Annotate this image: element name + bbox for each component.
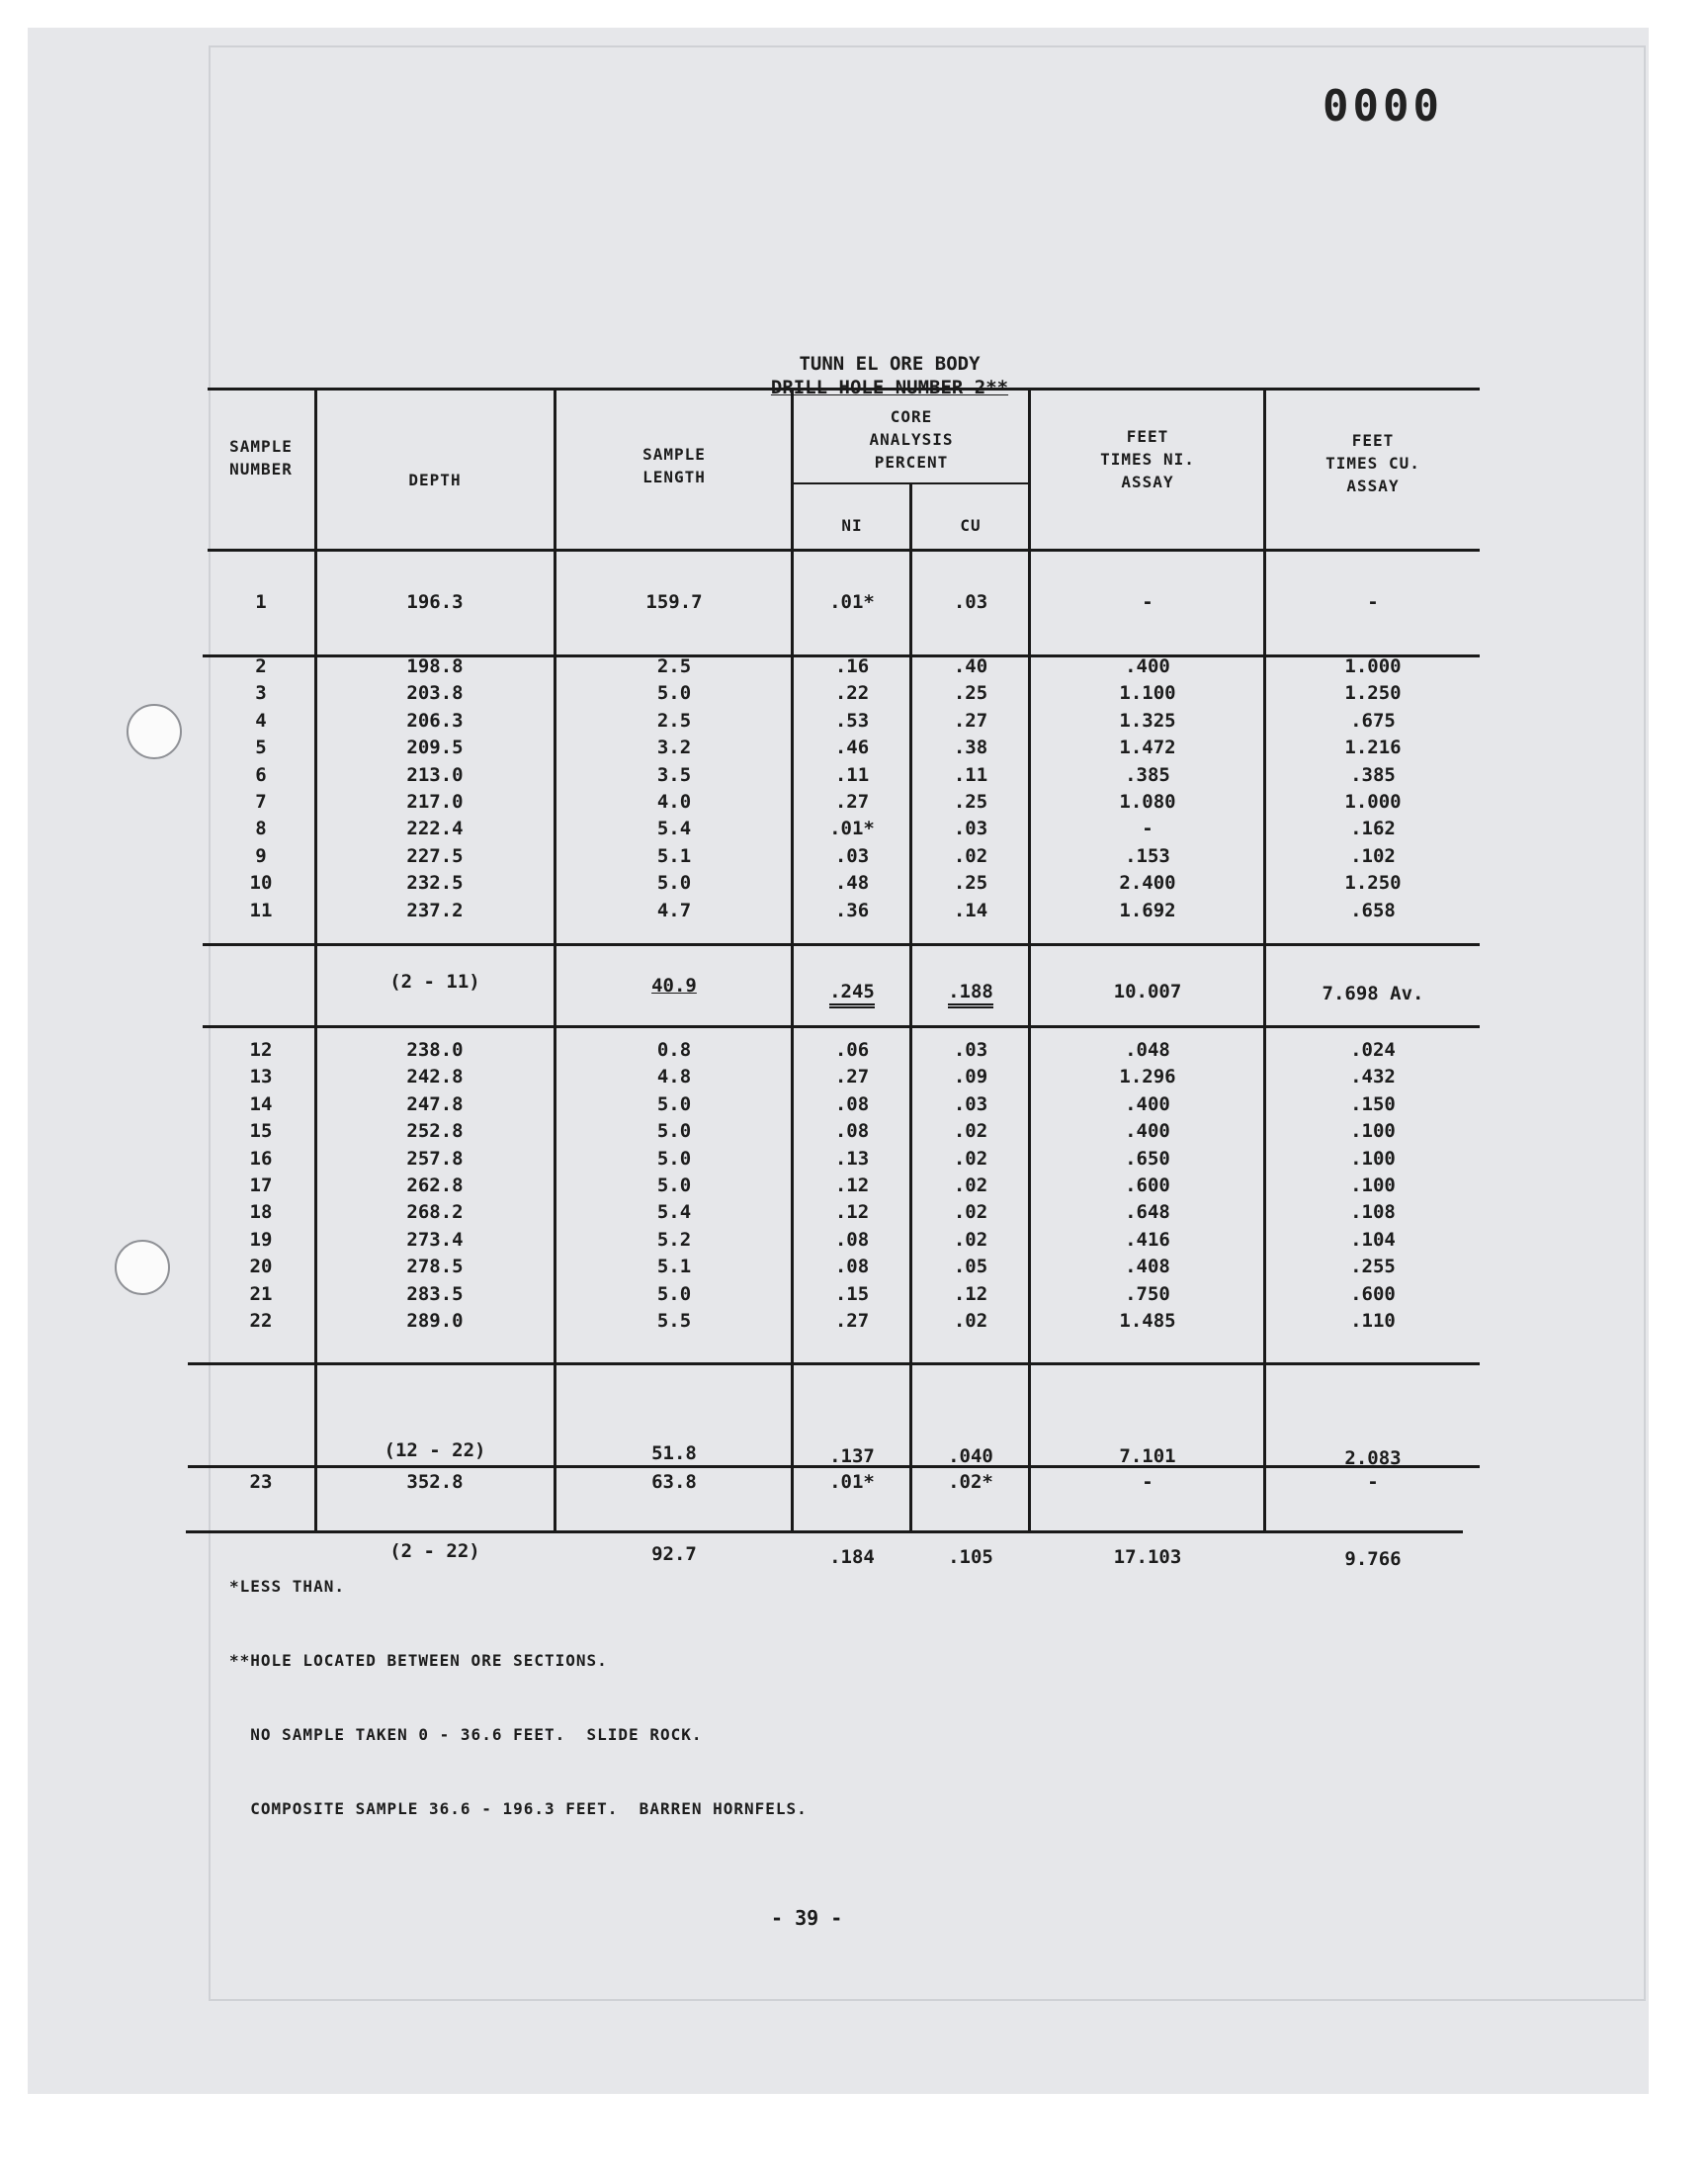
header-cu: CU (960, 516, 982, 535)
table-cell: 5.0 (656, 1282, 692, 1305)
table-cell: .408 (1125, 1256, 1170, 1278)
table-cell: .11 (834, 763, 870, 786)
table-cell: 203.8 (406, 682, 464, 705)
table-cell: 159.7 (645, 591, 703, 613)
table-cell: - (1142, 818, 1153, 840)
table-cell: 213.0 (406, 763, 464, 786)
table-cell: .08 (834, 1120, 870, 1143)
table-cell: 1.325 (1119, 709, 1176, 732)
rule-after-22 (188, 1362, 1480, 1365)
table-cell: .432 (1350, 1066, 1396, 1088)
table-cell: 23 (249, 1471, 273, 1493)
column-feet-times-cu (1267, 1037, 1479, 1335)
column-cu-percent (913, 1037, 1028, 1335)
column-depth (318, 589, 552, 616)
table-cell: .08 (834, 1228, 870, 1251)
table-cell: .27 (834, 791, 870, 814)
table-cell: .100 (1350, 1120, 1396, 1143)
table-cell: 4 (255, 709, 267, 732)
col-divider-3 (791, 388, 794, 1532)
subtotal-range: (2 - 11) (389, 971, 480, 993)
table-cell: .15 (834, 1282, 870, 1305)
table-cell: .12 (834, 1174, 870, 1197)
table-cell: 237.2 (406, 899, 464, 921)
column-ni-percent (795, 653, 909, 924)
table-cell: 289.0 (406, 1310, 464, 1333)
column-depth (318, 653, 552, 924)
table-cell: .36 (834, 899, 870, 921)
rule-header-bottom (208, 549, 1480, 552)
footnote-no-sample: NO SAMPLE TAKEN 0 - 36.6 FEET. SLIDE ROCK. (229, 1725, 703, 1744)
table-cell: 247.8 (406, 1092, 464, 1115)
total-feet-cu: 2.083 9.766 (1344, 1447, 1402, 1570)
table-cell: 22 (249, 1310, 273, 1333)
total-cu: .040 .105 (948, 1445, 993, 1568)
table-cell: .03 (953, 1092, 988, 1115)
table-cell: .600 (1125, 1174, 1170, 1197)
table-cell: .048 (1125, 1039, 1170, 1061)
header-sample-length: SAMPLE LENGTH (642, 445, 706, 486)
column-sample-number (210, 1037, 312, 1335)
punch-hole-bottom (115, 1240, 170, 1295)
footnote-less-than: *LESS THAN. (229, 1577, 345, 1596)
table-cell: 268.2 (406, 1201, 464, 1224)
total-ranges: (12 - 22) (2 - 22) (384, 1439, 486, 1562)
table-cell: .01* (829, 591, 875, 613)
table-cell: .11 (953, 763, 988, 786)
table-cell: .02* (948, 1471, 993, 1493)
table-cell: 5.2 (656, 1228, 692, 1251)
table-cell: .25 (953, 872, 988, 895)
column-sample-number (210, 653, 312, 924)
column-cu-percent (913, 589, 1028, 616)
table-cell: 16 (249, 1147, 273, 1170)
table-cell: 2.5 (656, 655, 692, 677)
table-cell: 5.0 (656, 1174, 692, 1197)
table-cell: 262.8 (406, 1174, 464, 1197)
table-cell: 5.0 (656, 682, 692, 705)
table-cell: .03 (953, 818, 988, 840)
table-cell: 17 (249, 1174, 273, 1197)
header-sample-number: SAMPLE NUMBER (229, 437, 293, 478)
table-cell: 9 (255, 844, 267, 867)
table-cell: 8 (255, 818, 267, 840)
table-cell: 21 (249, 1282, 273, 1305)
table-title (731, 352, 1048, 399)
table-cell: 0.8 (656, 1039, 692, 1061)
table-cell: 1.000 (1344, 791, 1402, 814)
title-line-1: TUNN EL ORE BODY (799, 353, 981, 375)
table-cell: 238.0 (406, 1039, 464, 1061)
table-cell: 196.3 (406, 591, 464, 613)
table-cell: .05 (953, 1256, 988, 1278)
table-cell: 222.4 (406, 818, 464, 840)
table-cell: 1.080 (1119, 791, 1176, 814)
table-cell: .02 (953, 844, 988, 867)
table-cell: 5.0 (656, 872, 692, 895)
column-feet-times-ni (1032, 653, 1263, 924)
subtotal-length: 40.9 (651, 975, 697, 997)
table-cell: .08 (834, 1092, 870, 1115)
table-cell: - (1142, 591, 1153, 613)
table-cell: 209.5 (406, 737, 464, 759)
table-cell: .13 (834, 1147, 870, 1170)
footnote-composite: COMPOSITE SAMPLE 36.6 - 196.3 FEET. BARREN HORNFELS. (229, 1799, 808, 1818)
column-cu-percent (913, 653, 1028, 924)
table-cell: .03 (953, 591, 988, 613)
table-cell: 12 (249, 1039, 273, 1061)
table-cell: 4.8 (656, 1066, 692, 1088)
table-cell: 13 (249, 1066, 273, 1088)
table-cell: 1.216 (1344, 737, 1402, 759)
table-cell: 257.8 (406, 1147, 464, 1170)
subtotal-ni: .245 (795, 979, 909, 1005)
table-cell: 20 (249, 1256, 273, 1278)
table-cell: .110 (1350, 1310, 1396, 1333)
table-cell: .38 (953, 737, 988, 759)
column-sample-length (557, 589, 791, 616)
column-ni-percent (795, 1037, 909, 1335)
table-cell: 1.472 (1119, 737, 1176, 759)
table-cell: 7 (255, 791, 267, 814)
table-cell: 14 (249, 1092, 273, 1115)
header-feet-times-cu: FEET TIMES CU. ASSAY (1325, 431, 1420, 495)
table-cell: 217.0 (406, 791, 464, 814)
table-cell: .25 (953, 682, 988, 705)
table-cell: .12 (953, 1282, 988, 1305)
footnotes (229, 1524, 808, 1846)
table-cell: 6 (255, 763, 267, 786)
table-cell: .02 (953, 1228, 988, 1251)
col-divider-2 (554, 388, 556, 1532)
footnote-hole-located: **HOLE LOCATED BETWEEN ORE SECTIONS. (229, 1651, 608, 1670)
table-cell: .675 (1350, 709, 1396, 732)
subtotal-feet-ni: 10.007 (1113, 981, 1182, 1002)
table-cell: 2 (255, 655, 267, 677)
table-cell: 1.296 (1119, 1066, 1176, 1088)
table-cell: 5.0 (656, 1147, 692, 1170)
table-cell: .255 (1350, 1256, 1396, 1278)
table-cell: .01* (829, 818, 875, 840)
col-divider-6 (1263, 388, 1266, 1532)
table-cell: 10 (249, 872, 273, 895)
table-cell: .162 (1350, 818, 1396, 840)
table-cell: 283.5 (406, 1282, 464, 1305)
table-cell: 206.3 (406, 709, 464, 732)
table-cell: .27 (834, 1310, 870, 1333)
table-cell: .100 (1350, 1174, 1396, 1197)
table-cell: 5.1 (656, 1256, 692, 1278)
table-cell: 252.8 (406, 1120, 464, 1143)
table-cell: 242.8 (406, 1066, 464, 1088)
header-feet-times-ni: FEET TIMES NI. ASSAY (1100, 427, 1195, 491)
page-number: - 39 - (771, 1906, 843, 1930)
rule-after-11 (203, 943, 1480, 946)
table-cell: .385 (1350, 763, 1396, 786)
table-cell: .400 (1125, 655, 1170, 677)
table-cell: 352.8 (406, 1471, 464, 1493)
table-cell: 15 (249, 1120, 273, 1143)
header-depth: DEPTH (408, 471, 462, 489)
table-cell: .08 (834, 1256, 870, 1278)
table-cell: .14 (953, 899, 988, 921)
table-cell: 5.5 (656, 1310, 692, 1333)
total-feet-ni: 7.101 17.103 (1113, 1445, 1182, 1568)
table-cell: .27 (834, 1066, 870, 1088)
table-cell: .02 (953, 1174, 988, 1197)
column-ni-percent (795, 589, 909, 616)
table-cell: 63.8 (651, 1471, 697, 1493)
punch-hole-top (127, 704, 182, 759)
table-cell: 278.5 (406, 1256, 464, 1278)
column-sample-length (557, 653, 791, 924)
table-cell: .03 (953, 1039, 988, 1061)
table-cell: - (1367, 591, 1379, 613)
table-cell: 1.485 (1119, 1310, 1176, 1333)
table-cell: 198.8 (406, 655, 464, 677)
table-cell: .108 (1350, 1201, 1396, 1224)
table-cell: 5.1 (656, 844, 692, 867)
table-cell: .02 (953, 1147, 988, 1170)
header-ni: NI (841, 516, 863, 535)
table-cell: .46 (834, 737, 870, 759)
table-cell: 11 (249, 899, 273, 921)
table-cell: 227.5 (406, 844, 464, 867)
table-cell: 5.0 (656, 1092, 692, 1115)
column-sample-number (210, 1469, 312, 1496)
table-cell: 4.0 (656, 791, 692, 814)
column-feet-times-cu (1267, 589, 1479, 616)
header-core-analysis: CORE ANALYSIS PERCENT (869, 407, 954, 472)
table-cell: .16 (834, 655, 870, 677)
table-cell: .400 (1125, 1092, 1170, 1115)
table-cell: .150 (1350, 1092, 1396, 1115)
table-cell: 1.250 (1344, 872, 1402, 895)
table-cell: 5.4 (656, 818, 692, 840)
table-cell: .400 (1125, 1120, 1170, 1143)
table-cell: 232.5 (406, 872, 464, 895)
table-cell: .100 (1350, 1147, 1396, 1170)
total-lengths: 51.8 92.7 (651, 1442, 697, 1565)
column-feet-times-cu (1267, 653, 1479, 924)
table-cell: .648 (1125, 1201, 1170, 1224)
table-cell: 1 (255, 591, 267, 613)
table-cell: .600 (1350, 1282, 1396, 1305)
table-cell: .104 (1350, 1228, 1396, 1251)
table-cell: 2.400 (1119, 872, 1176, 895)
table-cell: .03 (834, 844, 870, 867)
table-cell: .658 (1350, 899, 1396, 921)
col-divider-5 (1028, 388, 1031, 1532)
table-cell: 2.5 (656, 709, 692, 732)
table-cell: .12 (834, 1201, 870, 1224)
col-divider-1 (314, 388, 317, 1532)
table-cell: .48 (834, 872, 870, 895)
rule-top (208, 388, 1480, 391)
table-cell: 5 (255, 737, 267, 759)
table-cell: - (1142, 1471, 1153, 1493)
table-cell: .01* (829, 1471, 875, 1493)
table-cell: .25 (953, 791, 988, 814)
column-sample-length (557, 1037, 791, 1335)
table-cell: .22 (834, 682, 870, 705)
table-cell: .416 (1125, 1228, 1170, 1251)
table-cell: 1.692 (1119, 899, 1176, 921)
table-cell: 1.250 (1344, 682, 1402, 705)
table-cell: .02 (953, 1120, 988, 1143)
table-cell: 1.000 (1344, 655, 1402, 677)
table-cell: 1.100 (1119, 682, 1176, 705)
table-cell: .102 (1350, 844, 1396, 867)
column-depth (318, 1037, 552, 1335)
table-cell: 273.4 (406, 1228, 464, 1251)
table-cell: 4.7 (656, 899, 692, 921)
table-cell: .02 (953, 1201, 988, 1224)
subtotal-cu: .188 (913, 979, 1028, 1005)
rule-after-subtotal (203, 1025, 1480, 1028)
table-cell: .53 (834, 709, 870, 732)
table-cell: 18 (249, 1201, 273, 1224)
document-number: 0000 (1323, 81, 1443, 131)
column-feet-times-ni (1032, 589, 1263, 616)
table-cell: .385 (1125, 763, 1170, 786)
column-sample-number (210, 589, 312, 616)
table-cell: .40 (953, 655, 988, 677)
table-cell: .02 (953, 1310, 988, 1333)
table-cell: .750 (1125, 1282, 1170, 1305)
table-cell: 3.2 (656, 737, 692, 759)
table-cell: .09 (953, 1066, 988, 1088)
table-cell: .153 (1125, 844, 1170, 867)
table-cell: .650 (1125, 1147, 1170, 1170)
table-cell: - (1367, 1471, 1379, 1493)
col-divider-4 (909, 482, 912, 1532)
table-cell: .024 (1350, 1039, 1396, 1061)
table-cell: 3.5 (656, 763, 692, 786)
table-cell: 5.4 (656, 1201, 692, 1224)
table-cell: .27 (953, 709, 988, 732)
subtotal-feet-cu: 7.698 Av. (1322, 983, 1424, 1004)
table-cell: .06 (834, 1039, 870, 1061)
column-feet-times-ni (1032, 1037, 1263, 1335)
table-cell: 3 (255, 682, 267, 705)
table-cell: 5.0 (656, 1120, 692, 1143)
total-ni: .137 .184 (829, 1445, 875, 1568)
table-cell: 19 (249, 1228, 273, 1251)
